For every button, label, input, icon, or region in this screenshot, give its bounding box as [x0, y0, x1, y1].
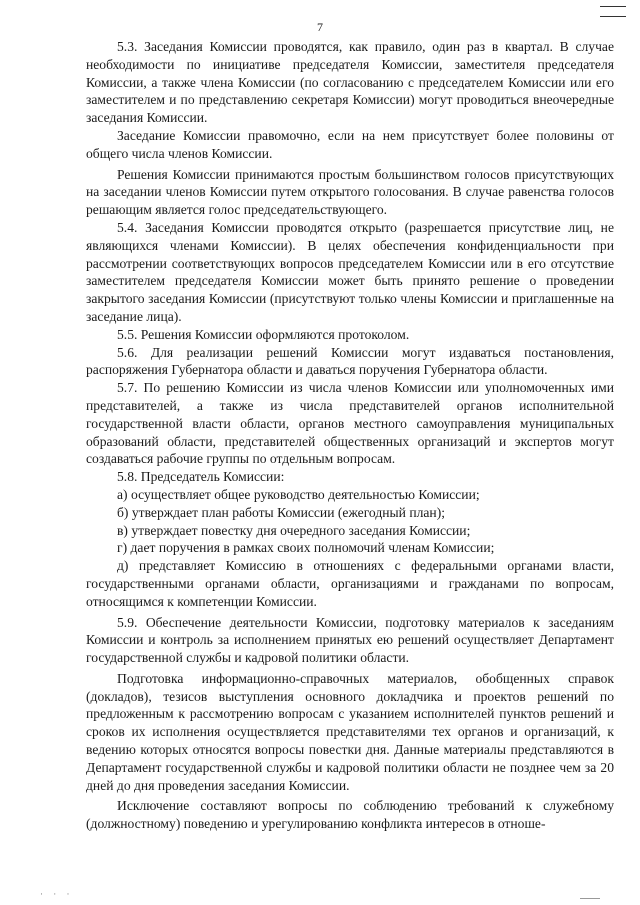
- paragraph-5-9: 5.9. Обеспечение деятельности Комиссии, подготовку материалов к заседаниям Комиссии и контроль за исполнением принятых ею решений осуществляет Департамент государственной службы и кадровой политики области.: [86, 614, 614, 666]
- page-number: 7: [317, 20, 323, 34]
- list-item-a: а) осуществляет общее руководство деятельностью Комиссии;: [117, 486, 480, 502]
- paragraph-5-7: 5.7. По решению Комиссии из числа членов Комиссии или уполномоченных ими представителей, а также из числа представителей органов исполнительной государственной власти области, органов местного самоуправления муниципальных образований области, представителей общественных организаций и экспертов могут создаваться рабочие группы по отдельным вопросам.: [86, 380, 614, 467]
- list-item-d: д) представляет Комиссию в отношениях с федеральными органами власти, государственными органами области, организациями и гражданами по вопросам, относящимся к компетенции Комиссии.: [86, 558, 614, 609]
- paragraph-quorum: Заседание Комиссии правомочно, если на нем присутствует более половины от общего числа членов Комиссии.: [86, 127, 614, 161]
- scan-artifact-right: [580, 898, 600, 899]
- list-item-g: г) дает поручения в рамках своих полномочий членам Комиссии;: [117, 540, 495, 556]
- paragraph-5-3: 5.3. Заседания Комиссии проводятся, как правило, один раз в квартал. В случае необходимости по инициативе председателя Комиссии, заместителя председателя Комиссии, а также члена Комиссии (по согласованию с председателем Комиссии или его заместителем и по представлению секретаря Комиссии) могут проводиться внеочередные заседания Комиссии.: [86, 39, 614, 126]
- paragraph-exception: Исключение составляют вопросы по соблюдению требований к служебному (должностному) поведению и урегулированию конфликта интересов в отноше-: [86, 798, 614, 832]
- list-item-v: в) утверждает повестку дня очередного заседания Комиссии;: [117, 522, 471, 538]
- paragraph-5-4: 5.4. Заседания Комиссии проводятся открыто (разрешается присутствие лиц, не являющихся членами Комиссии). В целях обеспечения конфиденциальности при рассмотрении соответствующих вопросов председателем Комиссии или в его отсутствие заместителем председателя Комиссии может быть принято решение о проведении закрытого заседания Комиссии (присутствуют только члены Комиссии и приглашенные на заседание лица).: [86, 219, 614, 324]
- list-item-b: б) утверждает план работы Комиссии (ежегодный план);: [117, 504, 446, 520]
- paragraph-5-6: 5.6. Для реализации решений Комиссии могут издаваться постановления, распоряжения Губернатора области и даваться поручения Губернатора области.: [86, 344, 614, 378]
- paragraph-preparation: Подготовка информационно-справочных материалов, обобщенных справок (докладов), тезисов выступления основного докладчика и проектов решений по предложенным к рассмотрению вопросам с указанием исполнителей пунктов решений и сроков их исполнения осуществляется представителями тех органов и организаций, к ведению которых относятся вопросы повестки дня. Данные материалы представляются в Департамент государственной службы и кадровой политики области не позднее чем за 20 дней до дня проведения заседания Комиссии.: [86, 670, 614, 793]
- scan-artifact-left: · · ·: [40, 889, 74, 899]
- paragraph-5-8: 5.8. Председатель Комиссии:: [117, 469, 285, 485]
- paragraph-5-5: 5.5. Решения Комиссии оформляются протоколом.: [117, 326, 410, 342]
- corner-mark: [600, 6, 626, 17]
- document-body: [86, 38, 614, 833]
- paragraph-decisions: Решения Комиссии принимаются простым большинством голосов присутствующих на заседании членов Комиссии путем открытого голосования. В случае равенства голосов решающим является голос председательствующего.: [86, 166, 614, 218]
